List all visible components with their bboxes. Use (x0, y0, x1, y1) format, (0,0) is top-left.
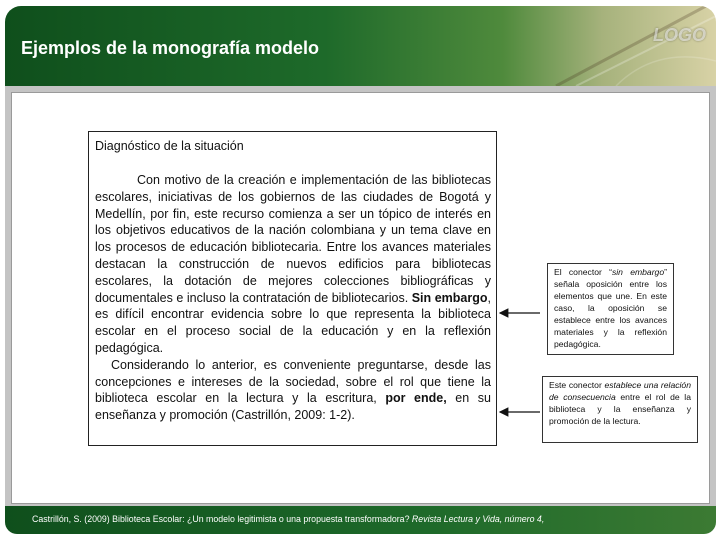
connector-por-ende: por ende, (385, 391, 447, 406)
paragraph-2-text-b: en su enseñanza y promoción (Castrillón, 2009: 1-2). (95, 391, 491, 423)
connector-sin-embargo: Sin embargo (411, 290, 488, 305)
citation-source: Revista Lectura y Vida, número 4, (411, 514, 545, 524)
paragraph-2-text-a: Considerando lo anterior, es conveniente preguntarse, desde las concepciones e intereses de la sociedad, sobre el rol que tiene la biblioteca escolar en la lectura y la escritura, (95, 357, 491, 406)
note2-italic: establece una relación de consecuencia (549, 380, 691, 402)
note1-text-a: El conector “ (554, 267, 612, 277)
note1-italic: sin embargo (611, 267, 665, 277)
box-title: Diagnóstico de la situación (95, 139, 244, 153)
note2-text-a: Este conector (549, 380, 605, 390)
citation-text: Castrillón, S. (2009) Biblioteca Escolar: ¿Un modelo legitimista o una propuesta transformadora? (32, 514, 412, 524)
paragraph-1-text-b: , es difícil encontrar evidencia sobre lo que representa la biblioteca escolar en el proceso social de la educación y en la reflexión pedagógica. (95, 290, 491, 355)
logo: LOGO (653, 25, 706, 45)
note2-text-b: entre el rol de la biblioteca y la enseñanza y promoción de la lectura. (549, 392, 691, 426)
footer-citation (32, 514, 544, 524)
note1-text-b: ” señala oposición entre los elementos que une. En este caso, la oposición se establece entre los avances materiales y la reflexión pedagógica. (554, 267, 667, 349)
page-title: Ejemplos de la monografía modelo (21, 38, 320, 58)
paragraph-1-text-a: Con motivo de la creación e implementación de las bibliotecas escolares, iniciativas de los gobiernos de las ciudades de Bogotá y Medellín, por fin, este recurso comienza a ser un tópico de interés en los objetivos educativos de la nación colombiana y un tema clave en los procesos de educación bibliotecaria. Entre los avances materiales destacan la construcción de nuevos edificios para bibliotecas escolares, la dotación de mejores colecciones bibliográficas y documentales e incluso la contratación de bibliotecarios. (95, 173, 491, 305)
